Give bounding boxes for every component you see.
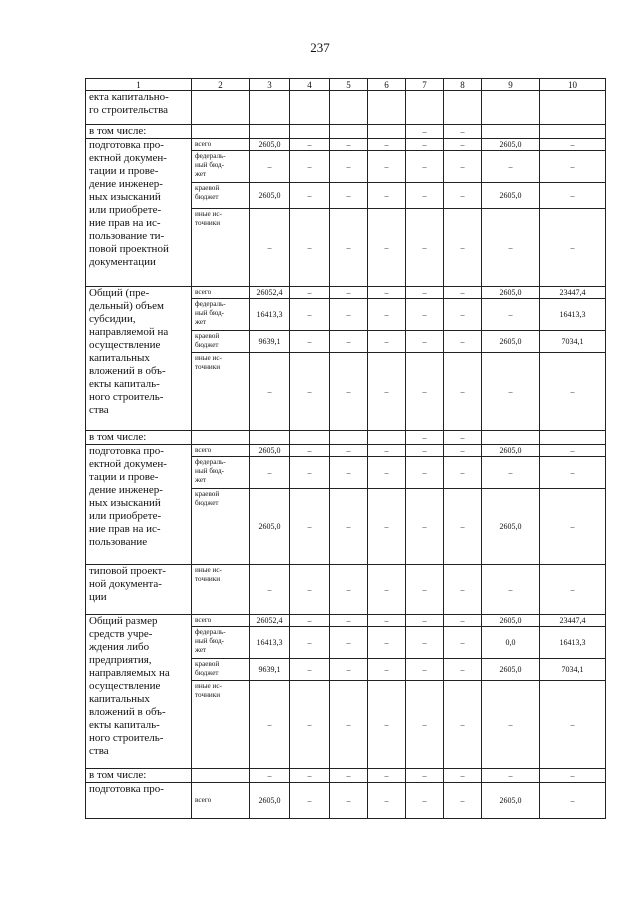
value-cell-col-9: [482, 125, 540, 139]
row-description: типовой проект- ной документа- ции: [86, 565, 192, 615]
value-cell-col-6: –: [368, 209, 406, 287]
value-cell-col-7: –: [406, 445, 444, 457]
value-cell-col-10: 16413,3: [540, 627, 606, 659]
value-cell-col-7: –: [406, 331, 444, 353]
value-cell-col-8: –: [444, 209, 482, 287]
value-cell-col-4: –: [290, 615, 330, 627]
row-description: подготовка про-: [86, 783, 192, 819]
value-cell-col-5: [330, 431, 368, 445]
value-cell-col-7: [406, 91, 444, 125]
value-cell-col-7: –: [406, 139, 444, 151]
value-cell-col-9: –: [482, 769, 540, 783]
value-cell-col-7: –: [406, 565, 444, 615]
column-header-6: 6: [368, 79, 406, 91]
value-cell-col-8: –: [444, 783, 482, 819]
value-cell-col-10: 23447,4: [540, 287, 606, 299]
value-cell-col-8: –: [444, 125, 482, 139]
funding-source: [192, 125, 250, 139]
value-cell-col-7: –: [406, 183, 444, 209]
value-cell-col-8: –: [444, 769, 482, 783]
column-header-3: 3: [250, 79, 290, 91]
value-cell-col-3: 26052,4: [250, 287, 290, 299]
table-row: [86, 769, 606, 783]
value-cell-col-7: –: [406, 287, 444, 299]
value-cell-col-5: –: [330, 139, 368, 151]
value-cell-col-7: –: [406, 769, 444, 783]
value-cell-col-4: –: [290, 139, 330, 151]
funding-source: иные ис- точники: [192, 681, 250, 769]
table-row: [86, 431, 606, 445]
value-cell-col-9: –: [482, 457, 540, 489]
table-row: [86, 615, 606, 627]
value-cell-col-5: –: [330, 769, 368, 783]
value-cell-col-9: 2605,0: [482, 489, 540, 565]
funding-source: краевой бюджет: [192, 183, 250, 209]
value-cell-col-6: –: [368, 151, 406, 183]
value-cell-col-3: 16413,3: [250, 299, 290, 331]
value-cell-col-4: –: [290, 209, 330, 287]
value-cell-col-5: –: [330, 457, 368, 489]
value-cell-col-9: 2605,0: [482, 139, 540, 151]
value-cell-col-6: –: [368, 445, 406, 457]
funding-source: всего: [192, 615, 250, 627]
row-description: Общий размер средств учре- ждения либо предприятия, направляемых на осуществление капитальных вложений в объ- екты капиталь- ного строитель- ства: [86, 615, 192, 769]
value-cell-col-9: –: [482, 209, 540, 287]
column-header-2: 2: [192, 79, 250, 91]
value-cell-col-3: –: [250, 681, 290, 769]
value-cell-col-5: –: [330, 151, 368, 183]
value-cell-col-9: –: [482, 565, 540, 615]
value-cell-col-7: –: [406, 489, 444, 565]
value-cell-col-6: –: [368, 457, 406, 489]
value-cell-col-4: –: [290, 457, 330, 489]
value-cell-col-8: –: [444, 615, 482, 627]
value-cell-col-10: 7034,1: [540, 659, 606, 681]
value-cell-col-8: –: [444, 627, 482, 659]
value-cell-col-6: –: [368, 565, 406, 615]
value-cell-col-10: 7034,1: [540, 331, 606, 353]
value-cell-col-6: –: [368, 299, 406, 331]
value-cell-col-6: –: [368, 353, 406, 431]
value-cell-col-8: –: [444, 445, 482, 457]
value-cell-col-10: –: [540, 151, 606, 183]
value-cell-col-8: –: [444, 353, 482, 431]
value-cell-col-6: [368, 91, 406, 125]
value-cell-col-6: –: [368, 287, 406, 299]
funding-source: федераль- ный бюд- жет: [192, 299, 250, 331]
funding-source: федераль- ный бюд- жет: [192, 457, 250, 489]
value-cell-col-4: –: [290, 151, 330, 183]
value-cell-col-6: –: [368, 183, 406, 209]
value-cell-col-9: –: [482, 353, 540, 431]
value-cell-col-7: –: [406, 627, 444, 659]
value-cell-col-6: –: [368, 615, 406, 627]
funding-source: всего: [192, 139, 250, 151]
value-cell-col-5: –: [330, 783, 368, 819]
value-cell-col-5: –: [330, 183, 368, 209]
value-cell-col-7: –: [406, 353, 444, 431]
value-cell-col-5: –: [330, 331, 368, 353]
value-cell-col-3: –: [250, 769, 290, 783]
row-description: подготовка про- ектной докумен- тации и прове- дение инженер- ных изысканий или приобрете- ние прав на ис- пользование ти- повой проектной документации: [86, 139, 192, 287]
column-header-9: 9: [482, 79, 540, 91]
value-cell-col-5: –: [330, 565, 368, 615]
value-cell-col-7: –: [406, 659, 444, 681]
value-cell-col-7: –: [406, 209, 444, 287]
value-cell-col-3: –: [250, 353, 290, 431]
row-description: в том числе:: [86, 125, 192, 139]
value-cell-col-4: –: [290, 331, 330, 353]
value-cell-col-8: –: [444, 457, 482, 489]
value-cell-col-3: –: [250, 565, 290, 615]
value-cell-col-9: 2605,0: [482, 287, 540, 299]
value-cell-col-4: –: [290, 783, 330, 819]
value-cell-col-3: [250, 125, 290, 139]
value-cell-col-5: –: [330, 445, 368, 457]
value-cell-col-8: –: [444, 151, 482, 183]
value-cell-col-6: –: [368, 139, 406, 151]
value-cell-col-7: –: [406, 299, 444, 331]
column-header-4: 4: [290, 79, 330, 91]
value-cell-col-5: [330, 125, 368, 139]
value-cell-col-3: 16413,3: [250, 627, 290, 659]
value-cell-col-5: –: [330, 681, 368, 769]
value-cell-col-10: –: [540, 353, 606, 431]
value-cell-col-4: –: [290, 627, 330, 659]
funding-source: всего: [192, 783, 250, 819]
value-cell-col-9: 2605,0: [482, 783, 540, 819]
value-cell-col-9: 2605,0: [482, 331, 540, 353]
funding-source: краевой бюджет: [192, 659, 250, 681]
value-cell-col-10: –: [540, 565, 606, 615]
value-cell-col-3: 2605,0: [250, 445, 290, 457]
table-row: [86, 91, 606, 125]
value-cell-col-4: –: [290, 659, 330, 681]
value-cell-col-4: –: [290, 287, 330, 299]
page-number: 237: [310, 40, 330, 55]
value-cell-col-7: –: [406, 615, 444, 627]
value-cell-col-4: –: [290, 445, 330, 457]
value-cell-col-9: –: [482, 681, 540, 769]
value-cell-col-7: –: [406, 431, 444, 445]
value-cell-col-9: [482, 431, 540, 445]
value-cell-col-3: –: [250, 151, 290, 183]
value-cell-col-10: –: [540, 183, 606, 209]
funding-source: [192, 431, 250, 445]
header-row: [86, 79, 606, 91]
value-cell-col-10: 16413,3: [540, 299, 606, 331]
funding-source: иные ис- точники: [192, 353, 250, 431]
value-cell-col-4: –: [290, 681, 330, 769]
value-cell-col-4: [290, 91, 330, 125]
value-cell-col-9: 2605,0: [482, 615, 540, 627]
value-cell-col-5: –: [330, 489, 368, 565]
value-cell-col-6: –: [368, 769, 406, 783]
budget-table: [85, 78, 606, 819]
value-cell-col-10: [540, 91, 606, 125]
column-header-10: 10: [540, 79, 606, 91]
value-cell-col-7: –: [406, 151, 444, 183]
value-cell-col-4: –: [290, 565, 330, 615]
value-cell-col-9: 2605,0: [482, 659, 540, 681]
value-cell-col-3: –: [250, 457, 290, 489]
column-header-7: 7: [406, 79, 444, 91]
value-cell-col-3: –: [250, 209, 290, 287]
funding-source: [192, 769, 250, 783]
value-cell-col-10: –: [540, 445, 606, 457]
value-cell-col-4: –: [290, 769, 330, 783]
value-cell-col-9: 0,0: [482, 627, 540, 659]
funding-source: всего: [192, 445, 250, 457]
value-cell-col-7: –: [406, 681, 444, 769]
funding-source: федераль- ный бюд- жет: [192, 627, 250, 659]
value-cell-col-4: [290, 125, 330, 139]
value-cell-col-8: –: [444, 565, 482, 615]
value-cell-col-4: [290, 431, 330, 445]
value-cell-col-4: –: [290, 299, 330, 331]
row-description: подготовка про- ектной докумен- тации и прове- дение инженер- ных изысканий или приобрете- ние прав на ис- пользование: [86, 445, 192, 565]
row-description: екта капитально- го строительства: [86, 91, 192, 125]
value-cell-col-6: –: [368, 627, 406, 659]
value-cell-col-4: –: [290, 489, 330, 565]
value-cell-col-4: –: [290, 183, 330, 209]
value-cell-col-6: –: [368, 489, 406, 565]
value-cell-col-3: 9639,1: [250, 331, 290, 353]
table-row: [86, 139, 606, 151]
value-cell-col-7: –: [406, 783, 444, 819]
value-cell-col-10: –: [540, 783, 606, 819]
value-cell-col-10: 23447,4: [540, 615, 606, 627]
funding-source: федераль- ный бюд- жет: [192, 151, 250, 183]
value-cell-col-8: –: [444, 183, 482, 209]
value-cell-col-5: –: [330, 659, 368, 681]
value-cell-col-3: 26052,4: [250, 615, 290, 627]
value-cell-col-9: 2605,0: [482, 183, 540, 209]
value-cell-col-8: –: [444, 139, 482, 151]
row-description: в том числе:: [86, 431, 192, 445]
value-cell-col-3: 2605,0: [250, 183, 290, 209]
funding-source: иные ис- точники: [192, 565, 250, 615]
value-cell-col-7: –: [406, 457, 444, 489]
value-cell-col-9: 2605,0: [482, 445, 540, 457]
value-cell-col-8: –: [444, 287, 482, 299]
value-cell-col-10: –: [540, 681, 606, 769]
value-cell-col-3: 2605,0: [250, 489, 290, 565]
value-cell-col-5: –: [330, 627, 368, 659]
value-cell-col-6: –: [368, 783, 406, 819]
value-cell-col-3: 2605,0: [250, 783, 290, 819]
value-cell-col-10: [540, 431, 606, 445]
value-cell-col-8: –: [444, 659, 482, 681]
value-cell-col-7: –: [406, 125, 444, 139]
funding-source: краевой бюджет: [192, 331, 250, 353]
table-row: [86, 783, 606, 819]
value-cell-col-8: –: [444, 681, 482, 769]
value-cell-col-9: [482, 91, 540, 125]
value-cell-col-10: –: [540, 209, 606, 287]
table-row: [86, 125, 606, 139]
value-cell-col-5: –: [330, 209, 368, 287]
value-cell-col-9: –: [482, 151, 540, 183]
funding-source: [192, 91, 250, 125]
value-cell-col-6: [368, 125, 406, 139]
value-cell-col-3: [250, 431, 290, 445]
value-cell-col-8: –: [444, 489, 482, 565]
value-cell-col-5: –: [330, 287, 368, 299]
value-cell-col-6: [368, 431, 406, 445]
column-header-8: 8: [444, 79, 482, 91]
value-cell-col-5: –: [330, 615, 368, 627]
value-cell-col-5: [330, 91, 368, 125]
value-cell-col-10: –: [540, 139, 606, 151]
table-row: [86, 287, 606, 299]
value-cell-col-8: –: [444, 331, 482, 353]
value-cell-col-3: 9639,1: [250, 659, 290, 681]
value-cell-col-3: 2605,0: [250, 139, 290, 151]
funding-source: иные ис- точники: [192, 209, 250, 287]
column-header-1: 1: [86, 79, 192, 91]
value-cell-col-10: [540, 125, 606, 139]
row-description: в том числе:: [86, 769, 192, 783]
value-cell-col-4: –: [290, 353, 330, 431]
value-cell-col-10: –: [540, 457, 606, 489]
value-cell-col-5: –: [330, 353, 368, 431]
value-cell-col-5: –: [330, 299, 368, 331]
value-cell-col-8: –: [444, 431, 482, 445]
value-cell-col-8: –: [444, 299, 482, 331]
value-cell-col-6: –: [368, 681, 406, 769]
column-header-5: 5: [330, 79, 368, 91]
row-description: Общий (пре- дельный) объем субсидии, направляемой на осуществление капитальных вложений в объ- екты капиталь- ного строитель- ства: [86, 287, 192, 431]
value-cell-col-3: [250, 91, 290, 125]
funding-source: всего: [192, 287, 250, 299]
value-cell-col-9: –: [482, 299, 540, 331]
value-cell-col-6: –: [368, 659, 406, 681]
value-cell-col-8: [444, 91, 482, 125]
value-cell-col-10: –: [540, 769, 606, 783]
value-cell-col-6: –: [368, 331, 406, 353]
value-cell-col-10: –: [540, 489, 606, 565]
funding-source: краевой бюджет: [192, 489, 250, 565]
table-row: [86, 445, 606, 457]
table-row: [86, 565, 606, 615]
